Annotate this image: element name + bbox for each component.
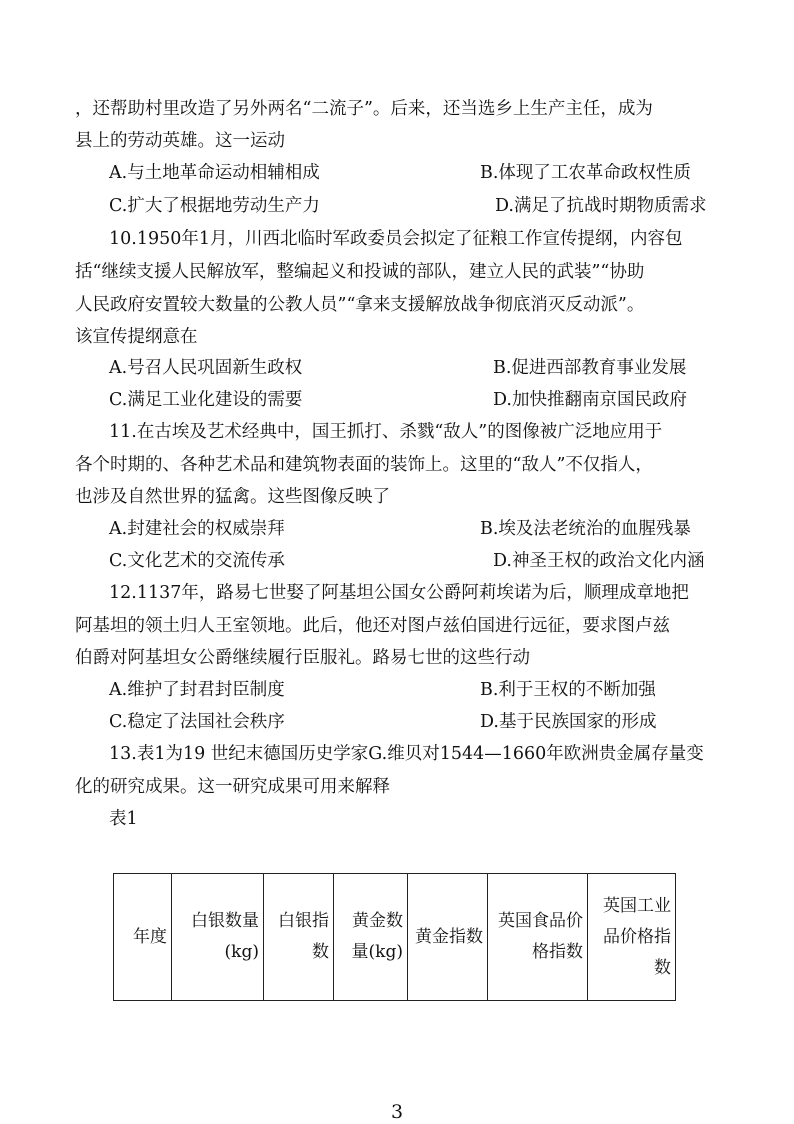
option-q12-a: A.维护了封君封臣制度	[109, 680, 285, 700]
option-q10-a: A.号召人民巩固新生政权	[109, 358, 303, 378]
option-q9-b: B.体现了工农革命政权性质	[480, 163, 691, 183]
data-table	[113, 873, 676, 1001]
option-q10-d: D.加快推翻南京国民政府	[493, 390, 687, 410]
option-q10-b: B.促进西部教育事业发展	[493, 358, 687, 378]
document-page: ，还帮助村里改造了另外两名“二流子”。后来，还当选乡上生产主任，成为 县上的劳动英雄。这一运动 A.与土地革命运动相辅相成 B.体现了工农革命政权性质 C.扩大了根据地劳动生产力 D.满足了抗战时期物质需求 10.1950年1月，川西北临时军政委员会拟定了征粮工作宣传提纲，内容包 括“继续支援人民解放军，整编起义和投诚的部队，建立人民的武装”“协助 人民政府安置较大数量的公教人员”“拿来支援解放战争彻底消灭反动派”。 该宣传提纲意在 A.号召人民巩固新生政权 B.促进西部教育事业发展 C.满足工业化建设的需要 D.加快推翻南京国民政府 11.在古埃及艺术经典中，国王抓打、杀戮“敌人”的图像被广泛地应用于 各个时期的、各种艺术品和建筑物表面的装饰上。这里的“敌人”不仅指人， 也涉及自然世界的猛禽。这些图像反映了 A.封建社会的权威崇拜 B.埃及法老统治的血腥残暴 C.文化艺术的交流传承 D.神圣王权的政治文化内涵 12.1137年，路易七世娶了阿基坦公国女公爵阿莉埃诺为后，顺理成章地把 阿基坦的领土归人王室领地。此后，他还对图卢兹伯国进行远征，要求图卢兹 伯爵对阿基坦女公爵继续履行臣服礼。路易七世的这些行动 A.维护了封君封臣制度 B.利于王权的不断加强 C.稳定了法国社会秩序 D.基于民族国家的形成 13.表1为19 世纪末德国历史学家G.维贝对1544—1660年欧洲贵金属存量变 化的研究成果。这一研究成果可用来解释 表1 年度 白银数量(kg) 白银指数 黄金数量(kg) 黄金指数 英国食品价格指数 英国工业品价格指数 3	[0, 0, 794, 1123]
option-q9-a: A.与土地革命运动相辅相成	[109, 163, 320, 183]
option-q11-d: D.神圣王权的政治文化内涵	[493, 551, 705, 571]
table-header-cell: 黄金数量(kg)	[334, 874, 408, 1001]
page-number: 3	[390, 1101, 404, 1123]
table-header-cell: 黄金指数	[408, 874, 488, 1001]
table-header-cell: 年度	[114, 874, 172, 1001]
table-header-cell: 白银指数	[264, 874, 334, 1001]
option-q11-a: A.封建社会的权威崇拜	[109, 519, 285, 539]
option-q12-c: C.稳定了法国社会秩序	[109, 712, 285, 732]
table-header-cell: 英国食品价格指数	[488, 874, 588, 1001]
option-q12-d: D.基于民族国家的形成	[480, 712, 657, 732]
option-q11-b: B.埃及法老统治的血腥残暴	[480, 519, 691, 539]
table-header-row	[114, 874, 676, 1001]
option-q11-c: C.文化艺术的交流传承	[109, 551, 285, 571]
option-q9-d: D.满足了抗战时期物质需求	[495, 196, 707, 216]
option-q9-c: C.扩大了根据地劳动生产力	[109, 196, 320, 216]
option-q12-b: B.利于王权的不断加强	[480, 680, 656, 700]
table-header-cell: 英国工业品价格指数	[588, 874, 676, 1001]
option-q10-c: C.满足工业化建设的需要	[109, 390, 303, 410]
table-header-cell: 白银数量(kg)	[172, 874, 264, 1001]
